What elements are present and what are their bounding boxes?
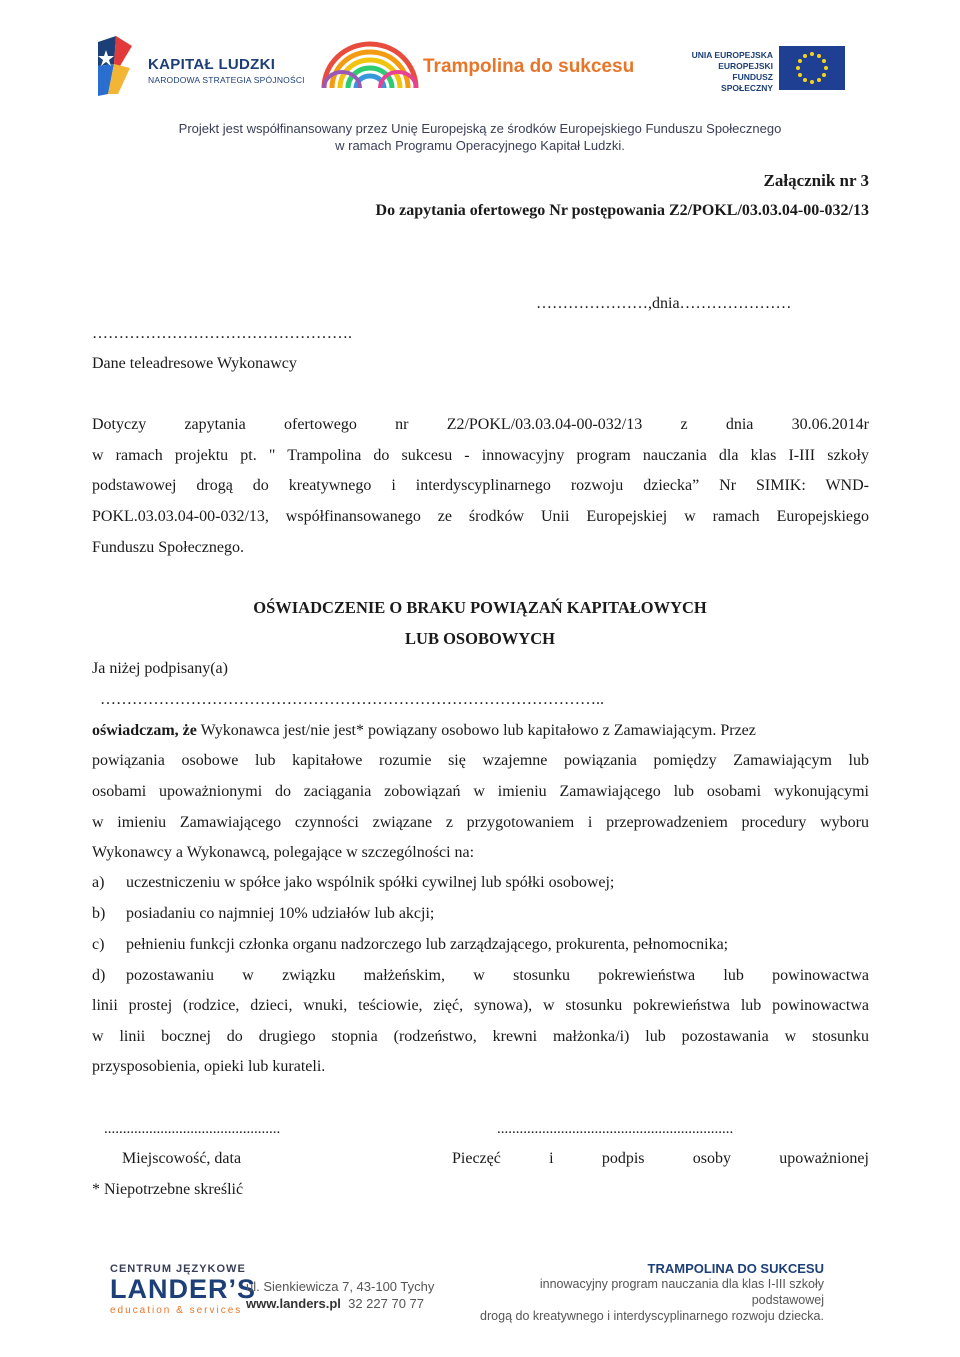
- signed-dots: …………………………………………………………………………………..: [100, 691, 604, 708]
- footer-address-block: [246, 1278, 434, 1312]
- kapital-ludzki-logo: [148, 56, 305, 85]
- signed-label: Ja niżej podpisany(a): [92, 660, 228, 677]
- footnote: * Niepotrzebne skreślić: [92, 1181, 244, 1198]
- list-d-line-3: w linii bocznej do drugiego stopnia (rodzeństwo, krewni małżonka/i) lub pozostawania w stosunku: [92, 1028, 869, 1045]
- intro-word: nr: [395, 416, 409, 433]
- intro-line-5: Funduszu Społecznego.: [92, 539, 244, 556]
- footer-address: ul. Sienkiewicza 7, 43-100 Tychy: [246, 1279, 435, 1294]
- intro-word: Z2/POKL/03.03.04-00-032/13: [446, 416, 643, 433]
- intro-word: ofertowego: [284, 416, 357, 433]
- declaration-title-2: LUB OSOBOWYCH: [405, 629, 555, 648]
- trampolina-rainbow-icon: [318, 38, 422, 90]
- kapital-ludzki-title: KAPITAŁ LUDZKI: [148, 56, 276, 73]
- intro-word: dnia: [725, 416, 754, 433]
- intro-line-4: POKL.03.03.04-00-032/13, współfinansowanego ze środków Unii Europejskiej w ramach Europejskiego: [92, 508, 869, 525]
- statement-line-1: [92, 716, 869, 747]
- list-text: posiadaniu co najmniej 10% udziałów lub akcji;: [126, 905, 435, 922]
- statement-line-4: w imieniu Zamawiającego czynności związane z przygotowaniem i przeprowadzeniem procedury wyboru: [92, 814, 869, 831]
- contractor-label: Dane teleadresowe Wykonawcy: [92, 355, 297, 372]
- statement-rest: Wykonawca jest/nie jest* powiązany osobowo lub kapitałowo z Zamawiającym. Przez: [196, 722, 756, 739]
- signature-word: upoważnionej: [779, 1150, 869, 1167]
- cofinancing-note: [20, 120, 940, 154]
- landers-top-text: CENTRUM JĘZYKOWE: [110, 1263, 246, 1275]
- list-text: pozostawaniu w związku małżeńskim, w stosunku pokrewieństwa lub powinowactwa: [126, 967, 869, 984]
- statement-line-5: Wykonawcy a Wykonawcą, polegające w szczególności na:: [92, 844, 475, 861]
- intro-line-1: [92, 410, 869, 441]
- intro-line-3: podstawowej drogą do kreatywnego i interdyscyplinarnego rozwoju dziecka” Nr SIMIK: WND-: [92, 477, 869, 494]
- list-item-a: [92, 868, 614, 899]
- list-text: uczestniczeniu w spółce jako wspólnik spółki cywilnej lub spółki osobowej;: [126, 874, 615, 891]
- list-d-line-2: linii prostej (rodzice, dzieci, wnuki, teściowie, zięć, synowa), w stosunku pokrewieństwa lub powinowactwa: [92, 997, 869, 1014]
- signature-word: i: [549, 1150, 554, 1167]
- list-letter: b): [92, 905, 106, 922]
- list-letter: c): [92, 936, 105, 953]
- list-item-b: [92, 899, 434, 930]
- eu-flag-icon: [779, 46, 845, 90]
- landers-tagline: education & services: [110, 1305, 243, 1316]
- contractor-dots: ………………………………………….: [92, 325, 352, 342]
- signature-word: osoby: [692, 1150, 731, 1167]
- footer-project-title: TRAMPOLINA DO SUKCESU: [647, 1261, 824, 1276]
- declaration-title: OŚWIADCZENIE O BRAKU POWIĄZAŃ KAPITAŁOWYCH: [253, 598, 707, 617]
- signature-left-label: Miejscowość, data: [122, 1150, 242, 1167]
- list-item-d: [92, 961, 869, 992]
- statement-bold: oświadczam, że: [92, 722, 197, 739]
- landers-logo: [110, 1263, 256, 1316]
- list-item-c: [92, 930, 728, 961]
- cofinancing-note-line-2: w ramach Programu Operacyjnego Kapitał Ludzki.: [335, 138, 625, 153]
- annex-label: Załącznik nr 3: [763, 171, 869, 190]
- kapital-ludzki-subtitle: NARODOWA STRATEGIA SPÓJNOŚCI: [148, 75, 305, 85]
- list-letter: d): [92, 967, 106, 984]
- statement-line-2: powiązania osobowe lub kapitałowe rozumie się wzajemne powiązania pomiędzy Zamawiającym lub: [92, 752, 869, 769]
- intro-line-2: w ramach projektu pt. " Trampolina do sukcesu - innowacyjny program nauczania dla klas I-III szkoły: [92, 447, 869, 464]
- annex-subtitle: Do zapytania ofertowego Nr postępowania Z2/POKL/03.03.04-00-032/13: [375, 202, 869, 219]
- eu-line-2: EUROPEJSKI: [718, 61, 773, 71]
- date-line: …………………,dnia…………………: [536, 295, 792, 312]
- intro-word: 30.06.2014r: [791, 416, 869, 433]
- signature-right-label: [452, 1144, 869, 1175]
- signature-word: podpis: [601, 1150, 645, 1167]
- footer-project-line-2: drogą do kreatywnego i interdyscyplinarnego rozwoju dziecka.: [480, 1309, 824, 1323]
- eu-logo-text: [680, 50, 773, 94]
- footer-web: www.landers.pl: [246, 1296, 341, 1311]
- intro-word: zapytania: [184, 416, 246, 433]
- list-d-line-4: przysposobienia, opieki lub kurateli.: [92, 1058, 326, 1075]
- intro-word: z: [680, 416, 688, 433]
- signature-right-dots: ...............................................................: [497, 1121, 734, 1137]
- eu-line-3: FUNDUSZ SPOŁECZNY: [721, 72, 773, 93]
- trampolina-logo-text: Trampolina do sukcesu: [423, 56, 635, 77]
- statement-line-3: osobami upoważnionymi do zaciągania zobowiązań w imieniu Zamawiającego lub osobami wykonującymi: [92, 783, 869, 800]
- list-letter: a): [92, 874, 105, 891]
- landers-name: LANDER’S: [110, 1274, 257, 1304]
- signature-word: Pieczęć: [452, 1150, 501, 1167]
- footer-project-line-1: innowacyjny program nauczania dla klas I-III szkoły podstawowej: [539, 1277, 824, 1307]
- list-text: pełnieniu funkcji członka organu nadzorczego lub zarządzającego, prokurenta, pełnomocnika;: [126, 936, 729, 953]
- eu-line-1: UNIA EUROPEJSKA: [691, 50, 773, 60]
- cofinancing-note-line-1: Projekt jest współfinansowany przez Unię Europejską ze środków Europejskiego Funduszu Społecznego: [178, 121, 782, 136]
- signature-left-dots: ...............................................: [104, 1121, 281, 1137]
- intro-word: Dotyczy: [92, 416, 147, 433]
- footer-phone: 32 227 70 77: [348, 1296, 425, 1311]
- footer-project-block: [468, 1261, 824, 1324]
- kapital-ludzki-logo-icon: [96, 36, 136, 98]
